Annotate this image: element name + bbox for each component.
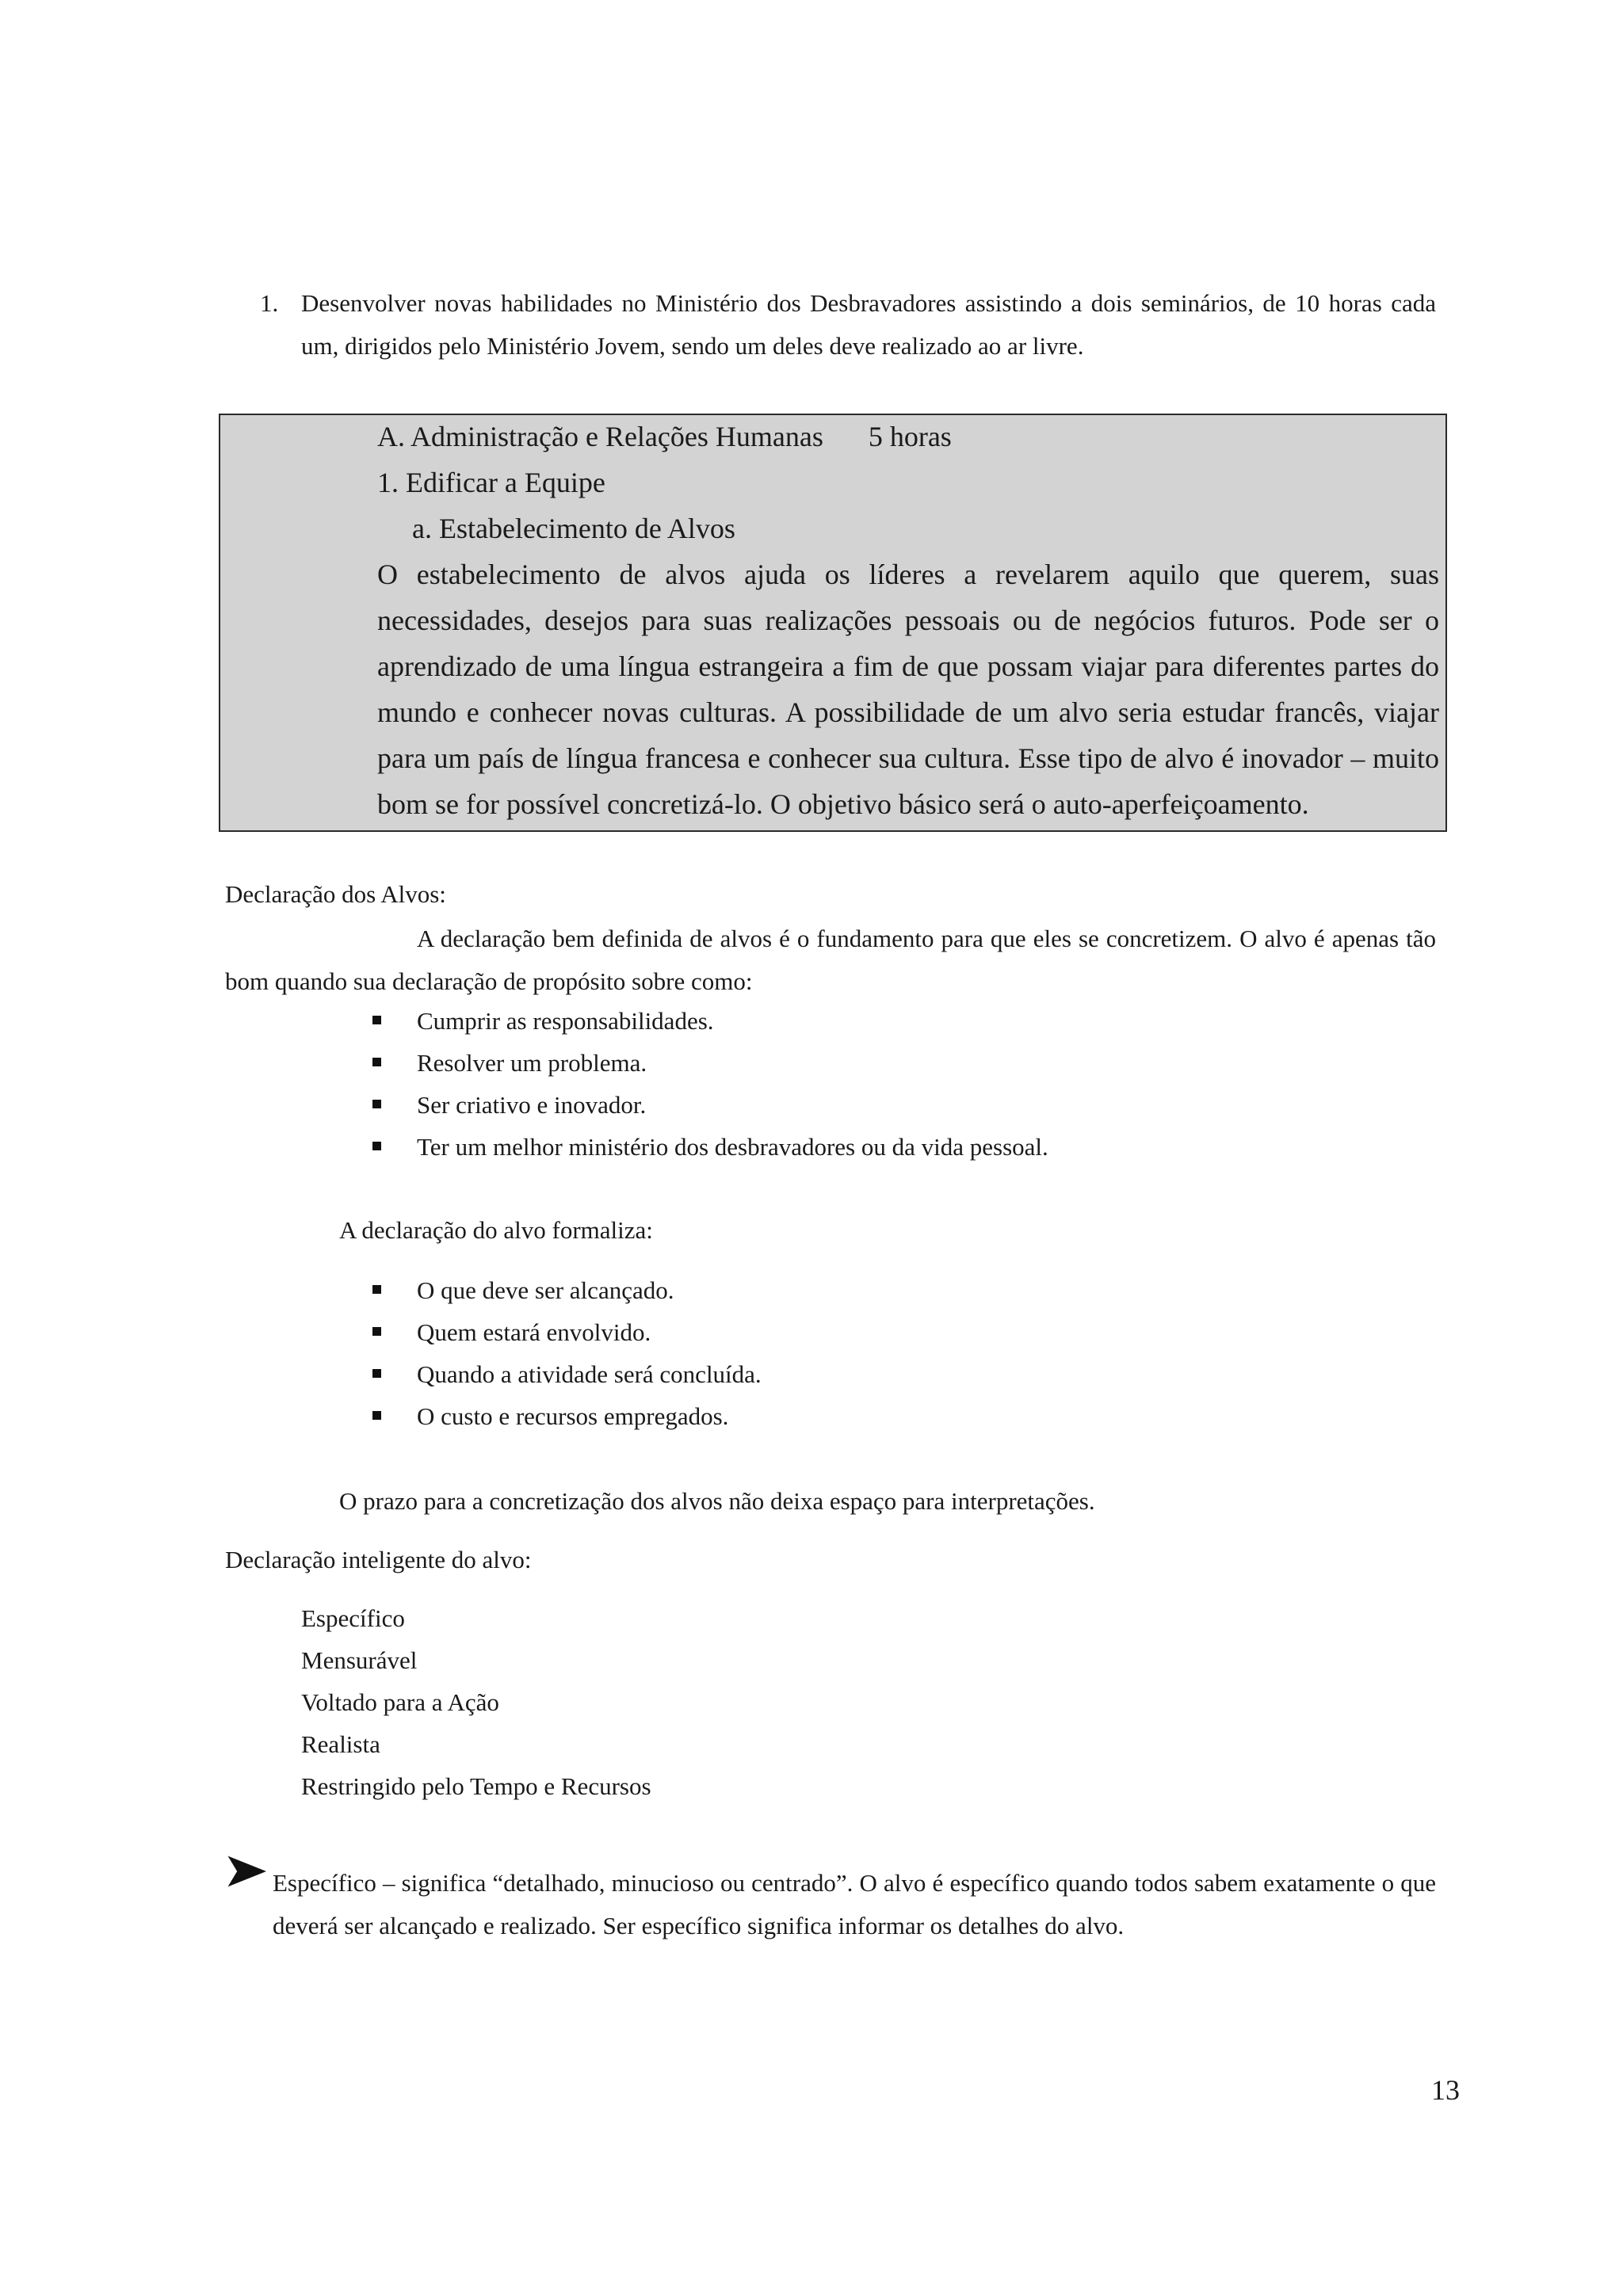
square-bullet-icon bbox=[372, 1327, 381, 1336]
formaliza-label: A declaração do alvo formaliza: bbox=[339, 1216, 653, 1244]
square-bullet-icon bbox=[372, 1142, 381, 1150]
list-item: Realista bbox=[301, 1730, 380, 1758]
smart-heading: Declaração inteligente do alvo: bbox=[225, 1546, 532, 1573]
list-item: Cumprir as responsabilidades. bbox=[372, 1000, 1048, 1042]
declaracao-paragraph: A declaração bem definida de alvos é o fundamento para que eles se concretizem. O alvo é apenas tão bom quando sua declaração de propósito sobre como: bbox=[225, 925, 1436, 995]
square-bullet-icon bbox=[372, 1100, 381, 1108]
box-section-hours: 5 horas bbox=[868, 421, 952, 452]
list-item: Ter um melhor ministério dos desbravadores ou da vida pessoal. bbox=[372, 1126, 1048, 1168]
arrowhead-bullet-icon bbox=[225, 1854, 268, 1889]
square-bullet-icon bbox=[372, 1411, 381, 1420]
list-item: Quando a atividade será concluída. bbox=[372, 1353, 762, 1395]
especifico-paragraph: Específico – significa “detalhado, minucioso ou centrado”. O alvo é específico quando todos sabem exatamente o que deverá ser alcançado e realizado. Ser específico significa informar os detalhes do alvo. bbox=[273, 1869, 1436, 1939]
box-item-label: 1. bbox=[377, 467, 399, 498]
list-item: Ser criativo e inovador. bbox=[372, 1084, 1048, 1126]
box-item-title: Edificar a Equipe bbox=[406, 467, 605, 498]
list-item: Restringido pelo Tempo e Recursos bbox=[301, 1772, 651, 1800]
box-section-label: A. bbox=[377, 421, 405, 452]
smart-list bbox=[301, 1597, 651, 1807]
box-subitem: a. Estabelecimento de Alvos bbox=[412, 513, 735, 544]
box-section-title: Administração e Relações Humanas bbox=[411, 421, 823, 452]
box-section-heading bbox=[377, 414, 952, 460]
intro-item-number: 1. bbox=[260, 289, 279, 317]
list-item: O que deve ser alcançado. bbox=[372, 1269, 762, 1311]
square-bullet-icon bbox=[372, 1016, 381, 1024]
square-bullet-icon bbox=[372, 1285, 381, 1294]
list-item: Específico bbox=[301, 1604, 405, 1632]
list-item: Mensurável bbox=[301, 1646, 418, 1674]
box-paragraph: O estabelecimento de alvos ajuda os líderes a revelarem aquilo que querem, suas necessidades, desejos para suas realizações pessoais ou de negócios futuros. Pode ser o aprendizado de uma língua estrangeira a fim de que possam viajar para diferentes partes do mundo e conhecer novas culturas. A possibilidade de um alvo seria estudar francês, viajar para um país de língua francesa e conhecer sua cultura. Esse tipo de alvo é inovador – muito bom se for possível concretizá-lo. O objetivo básico será o auto-aperfeiçoamento. bbox=[377, 559, 1439, 820]
intro-item-text: Desenvolver novas habilidades no Ministério dos Desbravadores assistindo a dois seminários, de 10 horas cada um, dirigidos pelo Ministério Jovem, sendo um deles deve realizado ao ar livre. bbox=[301, 289, 1436, 360]
list-item: Voltado para a Ação bbox=[301, 1688, 499, 1716]
declaracao-bullet-list bbox=[372, 1000, 1048, 1168]
list-item: Quem estará envolvido. bbox=[372, 1311, 762, 1353]
list-item: O custo e recursos empregados. bbox=[372, 1395, 762, 1437]
square-bullet-icon bbox=[372, 1058, 381, 1066]
box-item-heading bbox=[377, 460, 605, 505]
list-item: Resolver um problema. bbox=[372, 1042, 1048, 1084]
square-bullet-icon bbox=[372, 1369, 381, 1378]
declaracao-heading: Declaração dos Alvos: bbox=[225, 880, 446, 908]
prazo-paragraph: O prazo para a concretização dos alvos não deixa espaço para interpretações. bbox=[339, 1487, 1095, 1515]
page-number: 13 bbox=[1431, 2074, 1460, 2106]
formaliza-bullet-list bbox=[372, 1269, 762, 1437]
